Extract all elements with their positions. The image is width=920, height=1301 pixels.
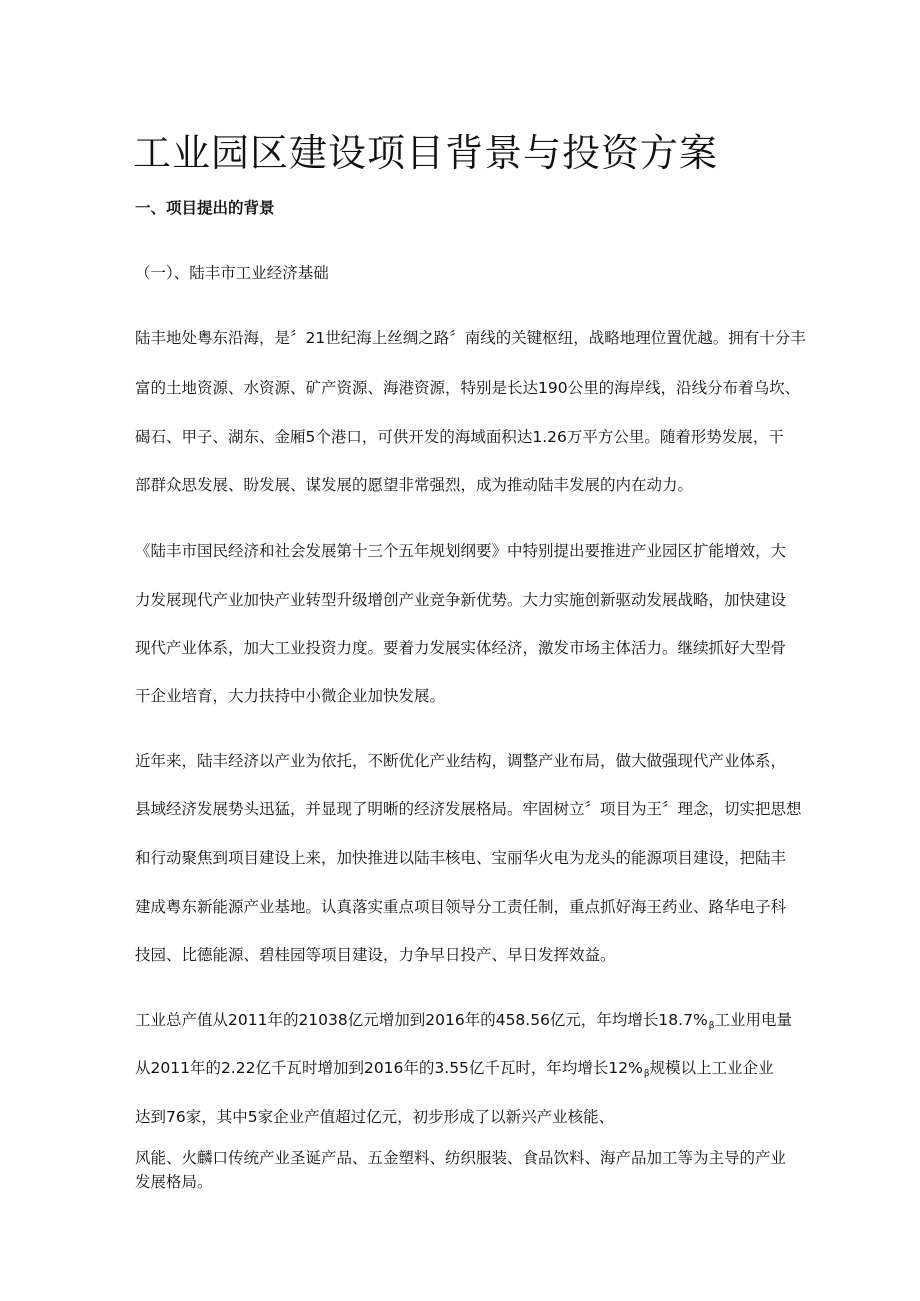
paragraph-2-line-2: 力发展现代产业加快产业转型升级增创产业竞争新优势。大力实施创新驱动发展战略，加快建设: [135, 591, 787, 609]
paragraph-1-line-2: 富的土地资源、水资源、矿产资源、海港资源，特别是长达190公里的海岸线，沿线分布着乌坎、: [135, 379, 801, 397]
paragraph-4-line-2-text-end: 规模以上工业企业: [649, 1059, 774, 1077]
paragraph-4-line-1-text: 工业总产值从2011年的21038亿元增加到2016年的458.56亿元，年均增长18.7%: [135, 1011, 708, 1029]
paragraph-1-line-1: 陆丰地处粤东沿海，是〞21世纪海上丝绸之路〞南线的关键枢纽，战略地理位置优越。拥有十分丰: [135, 329, 806, 347]
paragraph-1-line-4: 部群众思发展、盼发展、谋发展的愿望非常强烈，成为推动陆丰发展的内在动力。: [135, 476, 694, 494]
paragraph-4-line-2-text: 从2011年的2.22亿千瓦时增加到2016年的3.55亿千瓦时，年均增长12%: [135, 1059, 643, 1077]
paragraph-4-line-1-subscript: β: [708, 1021, 715, 1031]
paragraph-3-line-4: 建成粤东新能源产业基地。认真落实重点项目领导分工责任制，重点抓好海王药业、路华电子科: [135, 898, 787, 916]
paragraph-4-line-1: [135, 1008, 792, 1031]
paragraph-4-line-2: [135, 1056, 774, 1079]
paragraph-3-line-5: 技园、比德能源、碧桂园等项目建设，力争早日投产、早日发挥效益。: [135, 946, 616, 964]
paragraph-2-line-3: 现代产业体系，加大工业投资力度。要着力发展实体经济，激发市场主体活力。继续抓好大型骨: [135, 639, 787, 657]
paragraph-4-line-3: 达到76家，其中5家企业产值超过亿元，初步形成了以新兴产业核能、: [135, 1108, 615, 1126]
paragraph-3-line-1: 近年来，陆丰经济以产业为依托，不断优化产业结构，调整产业布局，做大做强现代产业体系，: [135, 752, 787, 770]
paragraph-2-line-1: 《陆丰市国民经济和社会发展第十三个五年规划纲要》中特别提出要推进产业园区扩能增效，大: [135, 542, 787, 560]
paragraph-3-line-3: 和行动聚焦到项目建设上来，加快推进以陆丰核电、宝丽华火电为龙头的能源项目建设，把陆丰: [135, 849, 787, 867]
document-title: 工业园区建设项目背景与投资方案: [133, 131, 719, 175]
subsection-heading-industrial-base: （一）、陆丰市工业经济基础: [135, 264, 329, 282]
paragraph-4-line-1-text-end: 工业用电量: [714, 1011, 792, 1029]
paragraph-3-line-2: 县域经济发展势头迅猛，并显现了明晰的经济发展格局。牢固树立〞项目为王〞理念，切实把思想: [135, 800, 802, 818]
paragraph-4-line-5: 发展格局。: [135, 1173, 213, 1191]
paragraph-1-line-3: 碣石、甲子、湖东、金厢5个港口，可供开发的海域面积达1.26万平方公里。随着形势发展，干: [135, 428, 784, 446]
section-heading-background: 一、项目提出的背景: [135, 199, 275, 217]
paragraph-2-line-4: 干企业培育，大力扶持中小微企业加快发展。: [135, 687, 446, 705]
paragraph-4-line-4: 风能、火麟口传统产业圣诞产品、五金塑料、纺织服装、食品饮料、海产品加工等为主导的产业: [135, 1149, 787, 1167]
paragraph-4-line-2-subscript: β: [643, 1069, 650, 1079]
